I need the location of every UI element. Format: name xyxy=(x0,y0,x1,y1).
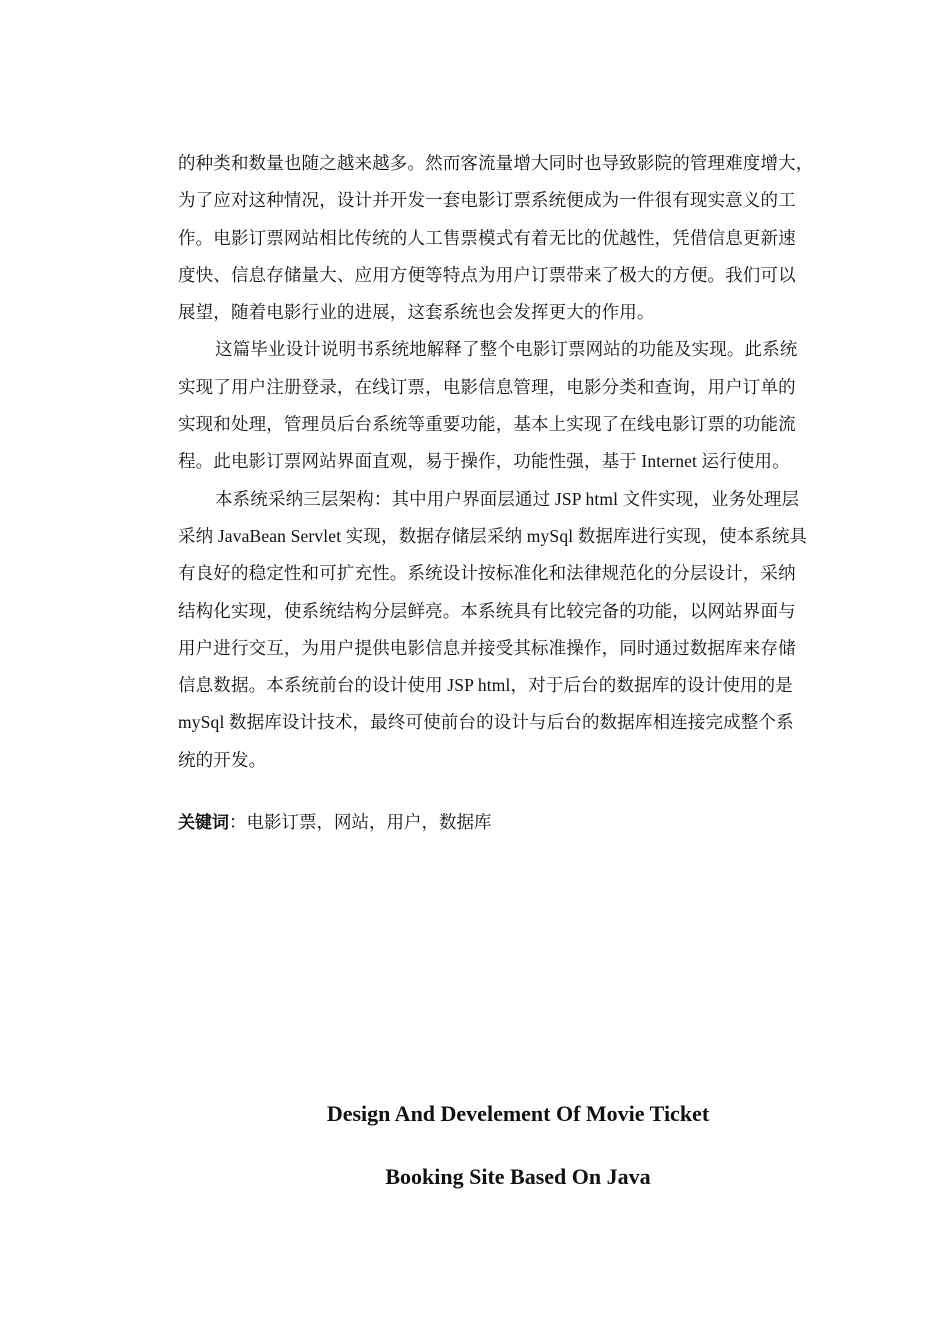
abstract-line: 信息数据。本系统前台的设计使用 JSP html，对于后台的数据库的设计使用的是 xyxy=(178,675,793,696)
abstract-line: 为了应对这种情况，设计并开发一套电影订票系统便成为一件很有现实意义的工 xyxy=(178,190,796,211)
abstract-line: 展望，随着电影行业的进展，这套系统也会发挥更大的作用。 xyxy=(178,302,655,323)
abstract-body xyxy=(178,145,878,779)
english-title-line-2: Booking Site Based On Java xyxy=(385,1164,651,1189)
abstract-line: 作。电影订票网站相比传统的人工售票模式有着无比的优越性，凭借信息更新速 xyxy=(178,227,796,248)
abstract-line: 这篇毕业设计说明书系统地解释了整个电影订票网站的功能及实现。此系统 xyxy=(215,339,798,360)
abstract-line: 采纳 JavaBean Servlet 实现，数据存储层采纳 mySql 数据库进行实现，使本系统具 xyxy=(178,525,808,546)
abstract-line: 的种类和数量也随之越来越多。然而客流量增大同时也导致影院的管理难度增大， xyxy=(178,153,814,173)
abstract-line: 有良好的稳定性和可扩充性。系统设计按标准化和法律规范化的分层设计，采纳 xyxy=(178,563,796,584)
abstract-line: 程。此电影订票网站界面直观，易于操作，功能性强，基于 Internet 运行使用。 xyxy=(178,451,790,472)
abstract-line: mySql 数据库设计技术，最终可使前台的设计与后台的数据库相连接完成整个系 xyxy=(178,712,794,733)
keywords-separator: ： xyxy=(229,812,247,832)
abstract-line: 本系统采纳三层架构：其中用户界面层通过 JSP html 文件实现，业务处理层 xyxy=(215,488,800,509)
abstract-line: 度快、信息存储量大、应用方便等特点为用户订票带来了极大的方便。我们可以 xyxy=(178,264,796,285)
keywords-line xyxy=(178,807,492,838)
abstract-line: 实现和处理，管理员后台系统等重要功能，基本上实现了在线电影订票的功能流 xyxy=(178,414,796,435)
abstract-line: 统的开发。 xyxy=(178,749,267,770)
abstract-line: 用户进行交互，为用户提供电影信息并接受其标准操作，同时通过数据库来存储 xyxy=(178,637,796,658)
keywords-label: 关键词 xyxy=(178,813,229,833)
abstract-line: 结构化实现，使系统结构分层鲜亮。本系统具有比较完备的功能，以网站界面与 xyxy=(178,600,796,621)
abstract-line: 实现了用户注册登录，在线订票，电影信息管理，电影分类和查询，用户订单的 xyxy=(178,376,796,397)
english-title-line-1: Design And Develement Of Movie Ticket xyxy=(326,1101,710,1126)
keywords-value: 电影订票，网站，用户，数据库 xyxy=(246,812,492,832)
